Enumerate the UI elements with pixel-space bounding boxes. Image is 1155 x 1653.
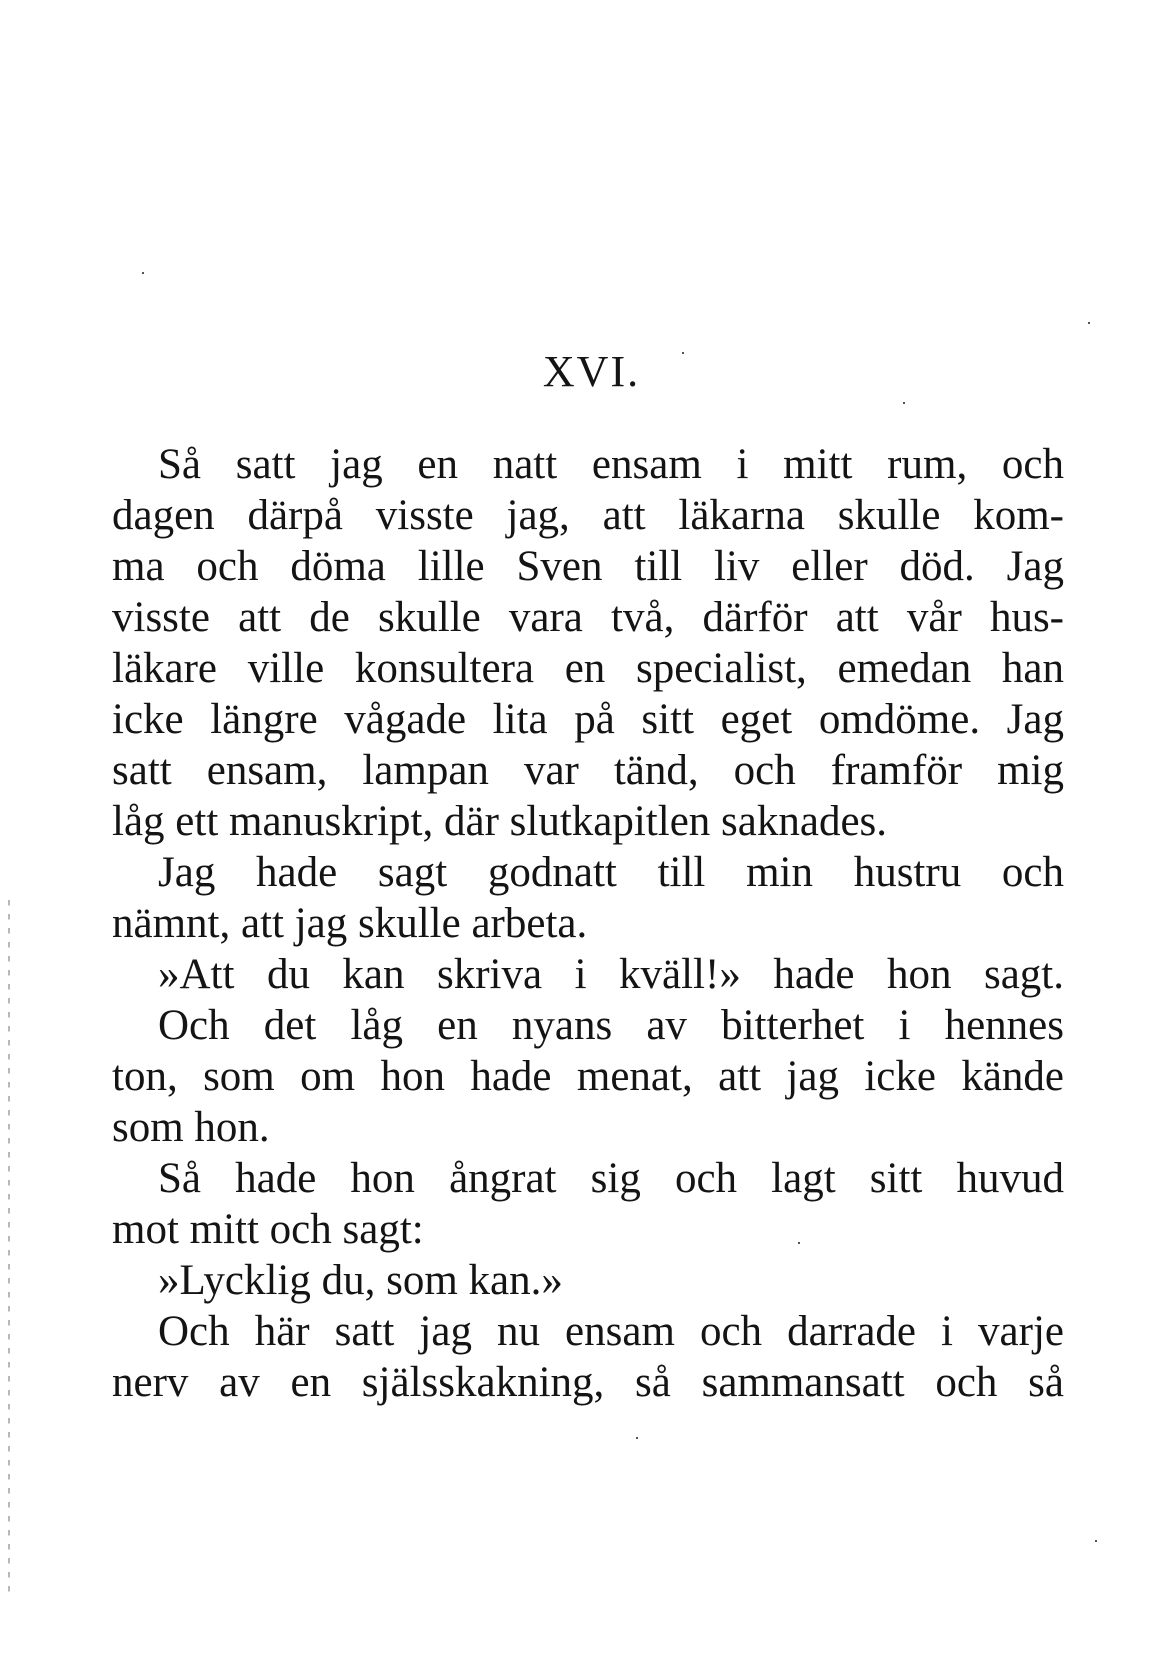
text-line: nerv av en själsskakning, så sammansatt och så <box>112 1359 1064 1406</box>
text-line: ton, som om hon hade menat, att jag icke kände <box>112 1053 1064 1100</box>
text-line: Och här satt jag nu ensam och darrade i varje <box>158 1308 1064 1355</box>
scan-speck <box>636 1437 638 1439</box>
scan-speck <box>903 402 905 404</box>
text-line: Och det låg en nyans av bitterhet i hennes <box>158 1002 1064 1049</box>
text-line: Jag hade sagt godnatt till min hustru och <box>158 849 1064 896</box>
text-line: »Lycklig du, som kan.» <box>158 1257 563 1304</box>
text-line: satt ensam, lampan var tänd, och framför mig <box>112 747 1064 794</box>
text-line: mot mitt och sagt: <box>112 1206 424 1253</box>
text-line: visste att de skulle vara två, därför att vår hus- <box>112 594 1064 641</box>
scan-edge-artifact <box>8 900 10 1600</box>
text-line: icke längre vågade lita på sitt eget omdöme. Jag <box>112 696 1064 743</box>
scan-speck <box>682 352 684 354</box>
text-line: dagen därpå visste jag, att läkarna skulle kom- <box>112 492 1064 539</box>
scan-speck <box>798 1242 800 1244</box>
text-line: ma och döma lille Sven till liv eller död. Jag <box>112 543 1064 590</box>
text-line: Så hade hon ångrat sig och lagt sitt huvud <box>158 1155 1064 1202</box>
text-line: Så satt jag en natt ensam i mitt rum, och <box>158 441 1064 488</box>
scan-speck <box>1095 1540 1097 1542</box>
chapter-title: XVI. <box>542 347 641 396</box>
text-line: »Att du kan skriva i kväll!» hade hon sagt. <box>158 951 1064 998</box>
text-line: läkare ville konsultera en specialist, emedan han <box>112 645 1064 692</box>
scan-speck <box>1088 322 1090 324</box>
text-line: som hon. <box>112 1104 270 1151</box>
scan-speck <box>142 272 144 274</box>
text-line: nämnt, att jag skulle arbeta. <box>112 900 588 947</box>
text-line: låg ett manuskript, där slutkapitlen saknades. <box>112 798 888 845</box>
